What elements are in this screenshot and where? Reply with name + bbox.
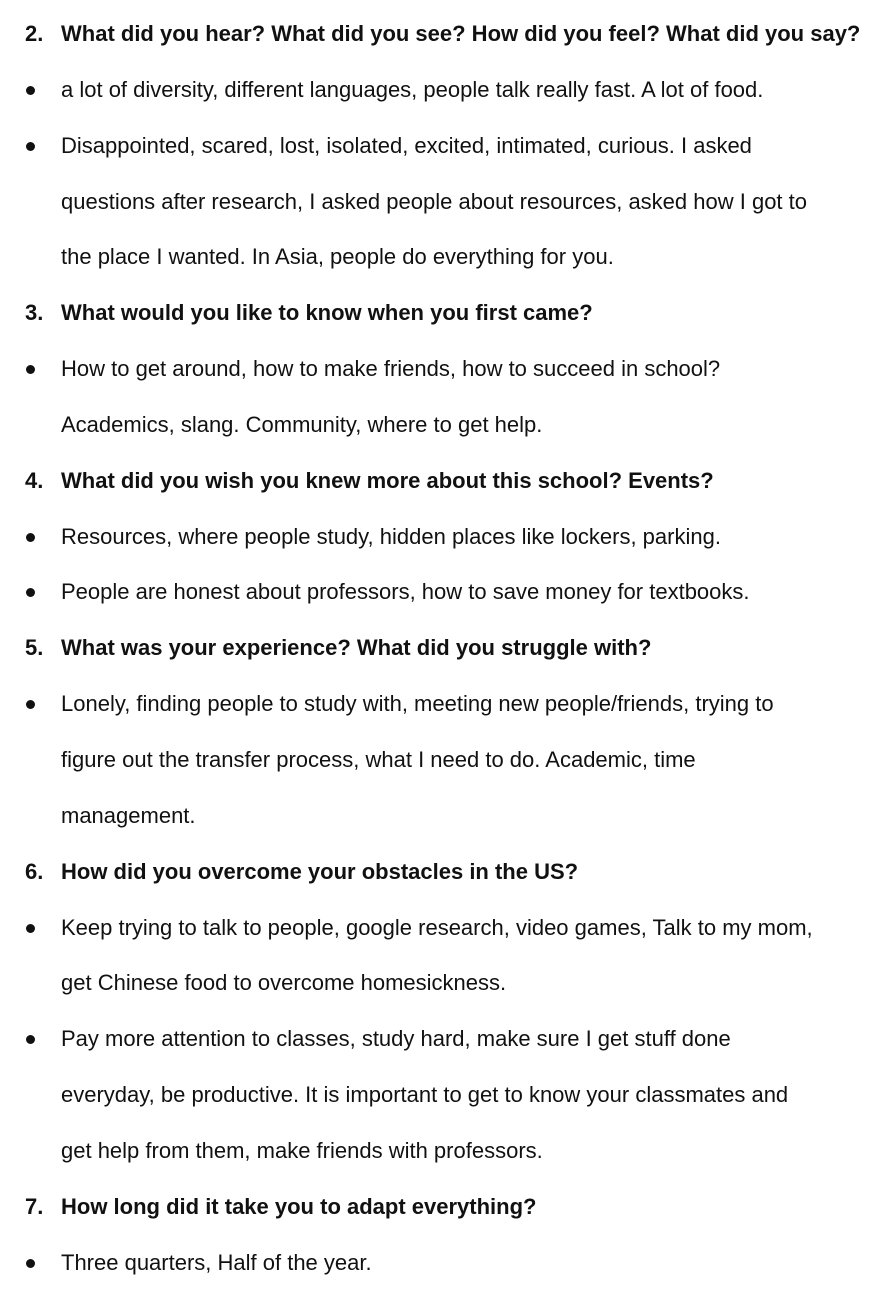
answer-text: get help from them, make friends with professors. — [61, 1137, 543, 1163]
answer-bullet-item — [0, 1011, 886, 1067]
question-heading — [0, 453, 886, 509]
question-heading — [0, 6, 886, 62]
bullet-icon — [26, 924, 35, 933]
answer-text: Keep trying to talk to people, google research, video games, Talk to my mom, — [61, 914, 813, 940]
document-body — [0, 6, 886, 1290]
answer-text: Lonely, finding people to study with, meeting new people/friends, trying to — [61, 691, 774, 717]
question-number: 5. — [25, 635, 44, 661]
question-text: What did you wish you knew more about this school? Events? — [61, 467, 714, 493]
answer-text: People are honest about professors, how to save money for textbooks. — [61, 579, 750, 605]
answer-text: questions after research, I asked people about resources, asked how I got to — [61, 188, 808, 214]
question-text: What was your experience? What did you struggle with? — [61, 635, 652, 661]
answer-text: Three quarters, Half of the year. — [61, 1249, 372, 1275]
question-number: 6. — [25, 858, 44, 884]
question-heading — [0, 844, 886, 900]
answer-bullet-item — [0, 341, 886, 397]
answer-text: How to get around, how to make friends, how to succeed in school? — [61, 356, 721, 382]
answer-text: Resources, where people study, hidden places like lockers, parking. — [61, 523, 721, 549]
answer-text: Academics, slang. Community, where to get help. — [61, 411, 543, 437]
bullet-icon — [26, 86, 35, 95]
answer-continuation — [0, 955, 886, 1011]
answer-bullet-item — [0, 509, 886, 565]
bullet-icon — [26, 365, 35, 374]
question-number: 3. — [25, 300, 44, 326]
answer-text: the place I wanted. In Asia, people do everything for you. — [61, 244, 614, 270]
question-number: 2. — [25, 21, 44, 46]
question-text: How did you overcome your obstacles in the US? — [61, 858, 579, 884]
answer-continuation — [0, 397, 886, 453]
bullet-icon — [26, 588, 35, 597]
answer-continuation — [0, 1123, 886, 1179]
answer-bullet-item — [0, 900, 886, 956]
answer-continuation — [0, 788, 886, 844]
question-heading — [0, 620, 886, 676]
answer-bullet-item — [0, 676, 886, 732]
bullet-icon — [26, 1035, 35, 1044]
answer-continuation — [0, 732, 886, 788]
question-text: What did you hear? What did you see? How did you feel? What did you say? — [61, 21, 861, 46]
answer-bullet-item — [0, 564, 886, 620]
answer-continuation — [0, 229, 886, 285]
bullet-icon — [26, 700, 35, 709]
answer-text: everyday, be productive. It is important to get to know your classmates and — [61, 1082, 789, 1108]
question-text: What would you like to know when you first came? — [61, 300, 593, 326]
answer-text: get Chinese food to overcome homesickness. — [61, 970, 507, 996]
answer-text: a lot of diversity, different languages, people talk really fast. A lot of food. — [61, 76, 764, 102]
bullet-icon — [26, 142, 35, 151]
answer-bullet-item — [0, 62, 886, 118]
answer-continuation — [0, 1067, 886, 1123]
question-number: 4. — [25, 467, 44, 493]
question-heading — [0, 285, 886, 341]
question-heading — [0, 1179, 886, 1235]
answer-text: management. — [61, 802, 196, 828]
answer-bullet-item — [0, 118, 886, 174]
answer-continuation — [0, 174, 886, 230]
bullet-icon — [26, 533, 35, 542]
bullet-icon — [26, 1259, 35, 1268]
answer-text: Disappointed, scared, lost, isolated, excited, intimated, curious. I asked — [61, 132, 752, 158]
question-text: How long did it take you to adapt everything? — [61, 1193, 537, 1219]
answer-bullet-item — [0, 1235, 886, 1291]
answer-text: Pay more attention to classes, study hard, make sure I get stuff done — [61, 1026, 731, 1052]
question-number: 7. — [25, 1193, 44, 1219]
answer-text: figure out the transfer process, what I need to do. Academic, time — [61, 746, 696, 772]
